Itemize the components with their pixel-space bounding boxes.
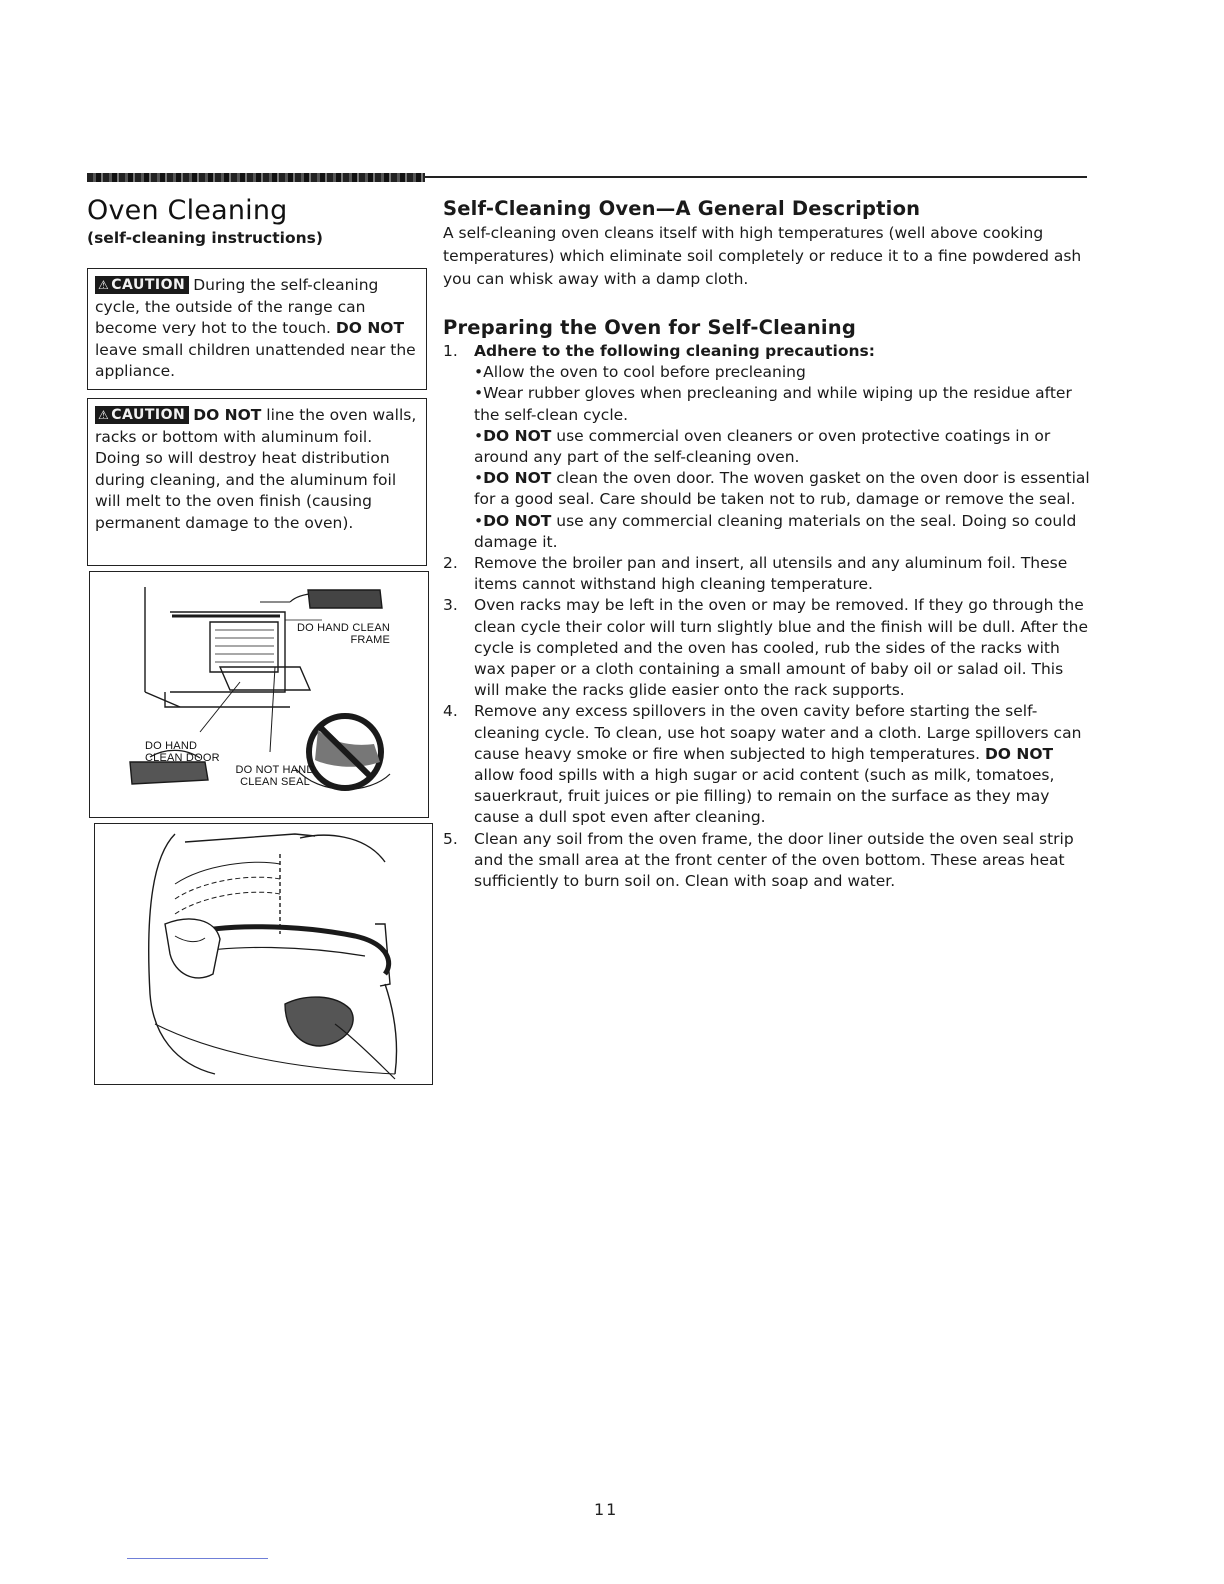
step-heading: Adhere to the following cleaning precautions: (474, 342, 875, 360)
general-description-text: A self-cleaning oven cleans itself with high temperatures (well above cooking temperatures) which eliminate soil completely or reduce it to a fine powdered ash you can whisk away with a damp cloth. (443, 224, 1082, 288)
precaution-item: • Allow the oven to cool before precleaning (474, 362, 1093, 383)
step-number: 5. (443, 829, 458, 848)
caution-emphasis: DO NOT (193, 406, 262, 424)
precaution-item: • DO NOT use any commercial cleaning materials on the seal. Doing so could damage it. (474, 511, 1093, 553)
header-rule-thin (425, 176, 1087, 178)
page-title: Oven Cleaning (87, 195, 288, 226)
step-text: Remove the broiler pan and insert, all utensils and any aluminum foil. These items cannot withstand high cleaning temperature. (474, 554, 1068, 594)
caution-label: CAUTION (111, 277, 186, 293)
section-heading-preparing: Preparing the Oven for Self-Cleaning (443, 316, 857, 339)
left-column (87, 195, 432, 247)
caution-box-hot-surface (87, 268, 427, 390)
caution-text: line the oven walls, racks or bottom with aluminum foil. Doing so will destroy heat distribution during cleaning, and the aluminum foil will melt to the oven finish (causing permanent damage to the oven). (95, 406, 417, 532)
step-emphasis: DO NOT (984, 744, 1054, 763)
page-number: 11 (594, 1500, 619, 1519)
step-1 (443, 341, 1093, 553)
page-subtitle: (self-cleaning instructions) (87, 229, 323, 247)
caution-emphasis: DO NOT (335, 319, 405, 337)
precaution-item: • DO NOT clean the oven door. The woven gasket on the oven door is essential for a good seal. Care should be taken not to rub, damage or remove the seal. (474, 468, 1093, 510)
step-2 (443, 553, 1093, 595)
step-3 (443, 595, 1093, 701)
step-number: 4. (443, 702, 458, 721)
preparation-steps (443, 341, 1093, 892)
step-number: 1. (443, 342, 458, 360)
precaution-list (474, 362, 1093, 553)
caution-triangle-icon: ⚠ (98, 278, 110, 292)
label-frame: DO HAND CLEAN FRAME (296, 622, 390, 646)
footer-line (127, 1558, 268, 1559)
right-column (443, 196, 1093, 892)
preparing-section (443, 315, 1093, 892)
oven-cleaning-areas-figure (89, 571, 429, 818)
step-text: allow food spills with a high sugar or acid content (such as milk, tomatoes, sauerkraut, fruit juices or pie filling) to remain on the surface as they may cause a dull spot even after cleaning. (474, 766, 1055, 827)
caution-text: leave small children unattended near the appliance. (95, 340, 416, 380)
wiping-illustration (95, 824, 431, 1083)
label-door: DO HAND CLEAN DOOR (145, 740, 220, 764)
step-4 (443, 701, 1093, 828)
caution-badge (95, 276, 189, 294)
label-seal: DO NOT HAND CLEAN SEAL (235, 764, 315, 788)
header-rule-dark (87, 173, 425, 182)
step-text: Remove any excess spillovers in the oven cavity before starting the self-cleaning cycle. To clean, use hot soapy water and a cloth. Large spillovers can cause heavy smoke or fire when subjected to high temperatures. (474, 702, 1082, 763)
caution-text: During the self-cleaning cycle, the outside of the range can become very hot to the touch. (95, 276, 379, 337)
caution-box-aluminum-foil (87, 398, 427, 566)
caution-triangle-icon: ⚠ (98, 408, 110, 422)
caution-label: CAUTION (111, 407, 186, 423)
caution-badge (95, 406, 189, 424)
step-text: Oven racks may be left in the oven or may be removed. If they go through the clean cycle their color will turn slightly blue and the finish will be dull. After the cycle is completed and the oven has cooled, rub the sides of the racks with wax paper or a cloth containing a small amount of baby oil or salad oil. This will make the racks glide easier onto the rack supports. (474, 596, 1088, 700)
oven-seal-wiping-figure (94, 823, 433, 1085)
section-heading-general-description: Self-Cleaning Oven—A General Description (443, 197, 921, 220)
step-number: 3. (443, 596, 458, 615)
precaution-item: • Wear rubber gloves when precleaning and while wiping up the residue after the self-clean cycle. (474, 383, 1093, 425)
precaution-item: • DO NOT use commercial oven cleaners or oven protective coatings in or around any part of the self-cleaning oven. (474, 426, 1093, 468)
step-5 (443, 829, 1093, 893)
step-number: 2. (443, 554, 458, 573)
step-text: Clean any soil from the oven frame, the door liner outside the oven seal strip and the small area at the front center of the oven bottom. These areas heat sufficiently to burn soil on. Clean with soap and water. (474, 829, 1074, 891)
